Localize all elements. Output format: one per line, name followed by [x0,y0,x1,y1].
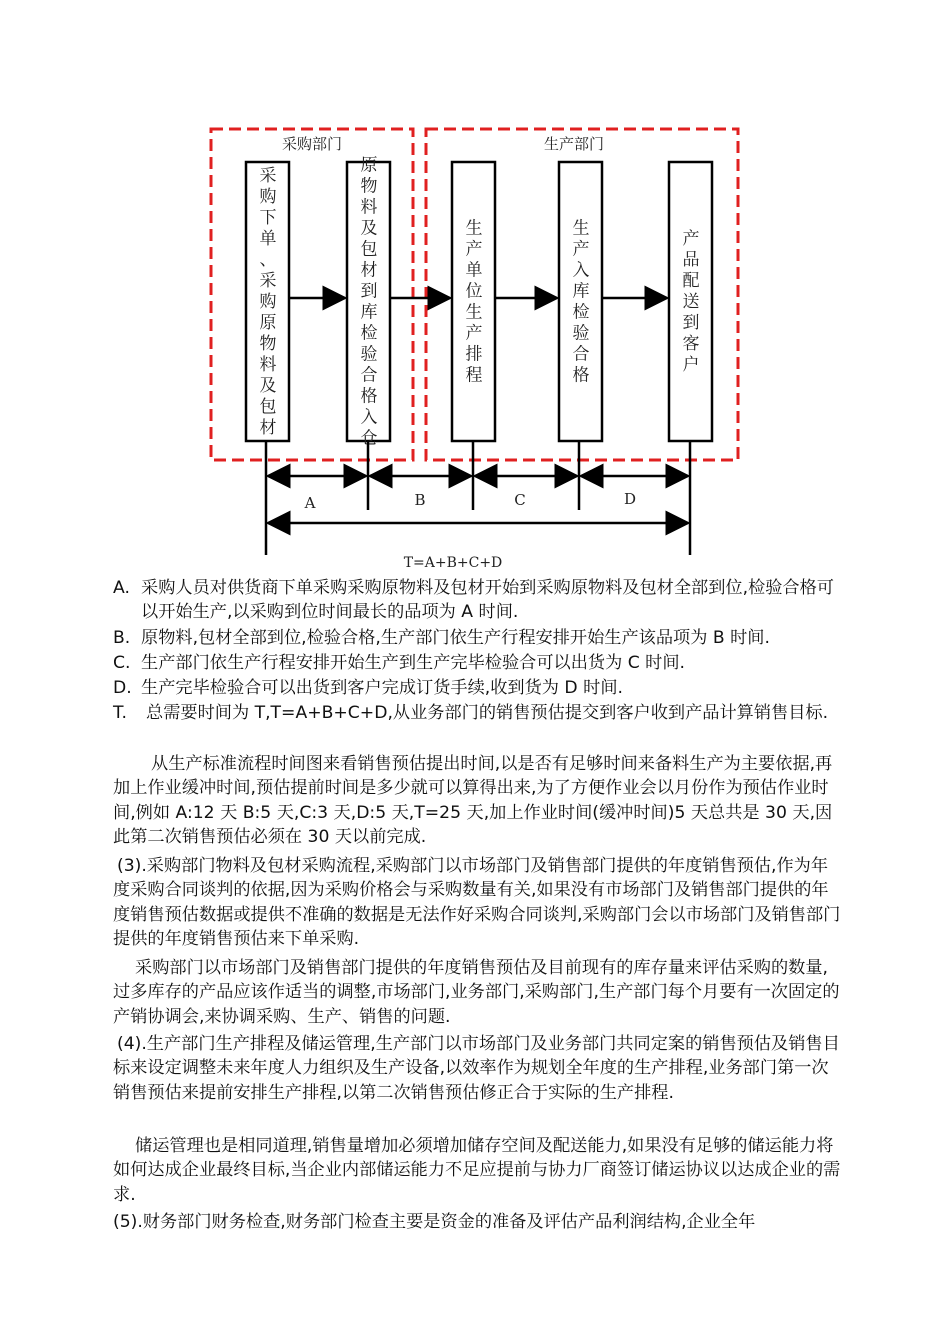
paragraph-logistics: 储运管理也是相同道理,销售量增加必须增加储存空间及配送能力,如果没有足够的储运能力将如何达成企业最终目标,当企业内部储运能力不足应提前与协力厂商签订储运协议以达成企业的需求. [113,1136,841,1205]
paragraph-purchasing-quantity: 采购部门以市场部门及销售部门提供的年度销售预估及目前现有的库存量来评估采购的数量,过多库存的产品应该作适当的调整,市场部门,业务部门,采购部门,生产部门每个月要有一次固定的产销协调会,来协调采购、生产、销售的问题. [113,958,840,1027]
group-label-purchasing: 采购部门 [281,135,343,153]
production-timeline-diagram [0,0,950,580]
list-label: A. [113,578,130,598]
list-item-b [113,626,843,650]
list-label: C. [113,653,131,673]
total-formula: T=A+B+C+D [403,555,503,571]
paragraph-production: (4).生产部门生产排程及储运管理,生产部门以市场部门及业务部门共同定案的销售预估及销售目标来设定调整未来年度人力组织及生产设备,以效率作为规划全年度的生产排程,业务部门第一次销售预估来提前安排生产排程,以第二次销售预估修正合于实际的生产排程. [113,1034,840,1103]
paragraph-timing: 从生产标准流程时间图来看销售预估提出时间,以是否有足够时间来备料生产为主要依据,再加上作业缓冲时间,预估提前时间是多少就可以算得出来,为了方便作业会以月份作为预估作业时间,例如 A:12 天 B:5 天,C:3 天,D:5 天,T=25 天,加上作业时间(缓冲时间)5 天总共是 30 天,因此第二次销售预估必须在 30 天以前完成. [113,754,833,847]
list-text: 原物料,包材全部到位,检验合格,生产部门依生产行程安排开始生产该品项为 B 时间. [141,628,770,648]
list-item-d [113,676,843,700]
process-box-label-4: 生产入库检验合格 [572,218,590,386]
list-text: 总需要时间为 T,T=A+B+C+D,从业务部门的销售预估提交到客户收到产品计算销售目标. [146,703,829,723]
list-item-t [113,701,843,725]
interval-label-b: B [414,491,426,509]
list-label: B. [113,628,131,648]
process-box-4 [559,162,602,441]
process-box-3 [452,162,495,441]
list-text: 生产部门依生产行程安排开始生产到生产完毕检验合可以出货为 C 时间. [141,653,686,673]
list-text: 采购人员对供货商下单采购采购原物料及包材开始到采购原物料及包材全部到位,检验合格可以开始生产,以采购到位时间最长的品项为 A 时间. [141,578,834,623]
list-text: 生产完毕检验合可以出货到客户完成订货手续,收到货为 D 时间. [141,678,623,698]
interval-label-a: A [304,494,316,512]
group-label-production: 生产部门 [543,135,605,153]
process-box-label-1: 采购下单、采购原物料及包材 [259,166,277,438]
list-label: T. [113,703,127,723]
list-label: D. [113,678,132,698]
interval-label-d: D [623,490,637,508]
paragraph-purchasing: (3).采购部门物料及包材采购流程,采购部门以市场部门及销售部门提供的年度销售预估,作为年度采购合同谈判的依据,因为采购价格会与采购数量有关,如果没有市场部门及销售部门提供的年度销售预估数据或提供不准确的数据是无法作好采购合同谈判,采购部门会以市场部门及销售部门提供的年度销售预估来下单采购. [113,856,841,949]
paragraph-finance: (5).财务部门财务检查,财务部门检查主要是资金的准备及评估产品利润结构,企业全年 [113,1212,756,1232]
list-item-a [113,576,843,625]
interval-label-c: C [514,491,526,509]
list-item-c [113,651,843,675]
process-box-label-5: 产品配送到客户 [682,229,700,375]
process-box-label-2: 原物料及包材到库检验合格入仓 [360,155,378,449]
process-box-label-3: 生产单位生产排程 [465,218,483,386]
